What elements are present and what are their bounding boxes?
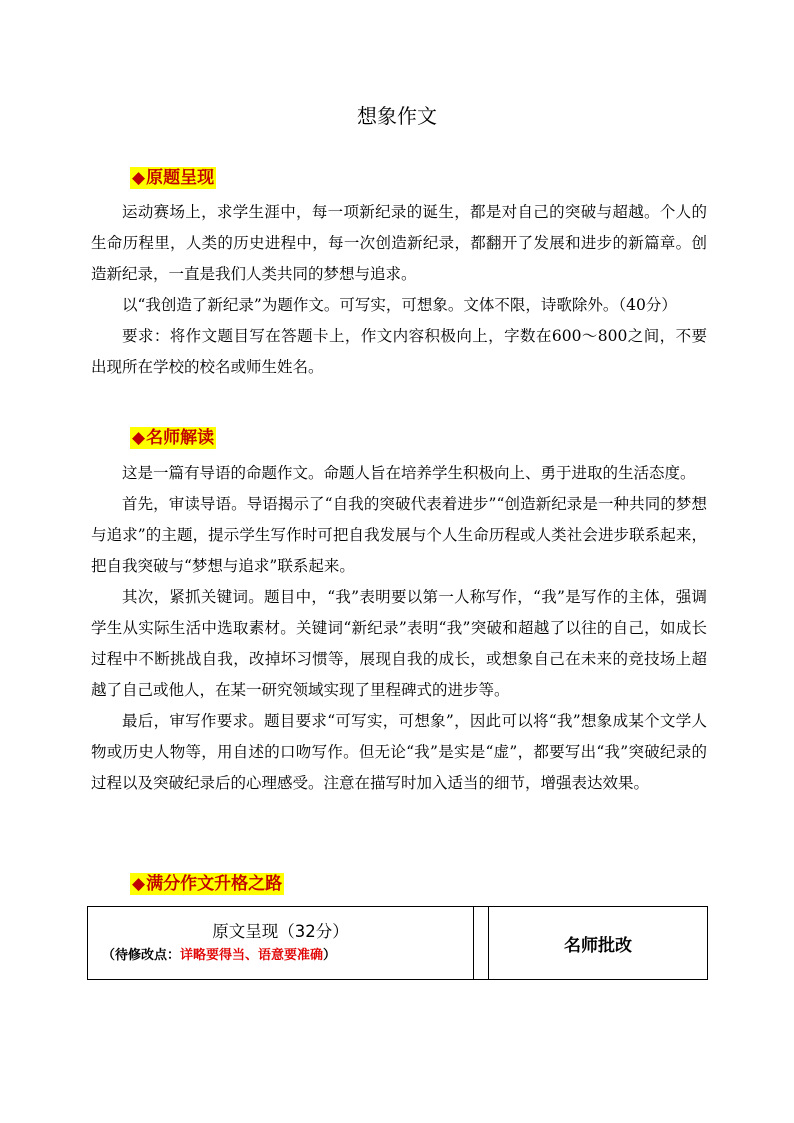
paragraph: 最后，审写作要求。题目要求“可写实，可想象”，因此可以将“我”想象成某个文学人物或历史人物等，用自述的口吻写作。但无论“我”是实是“虚”，都要写出“我”突破纪录的过程以及突破纪录后的心理感受。注意在描写时加入适当的细节，增强表达效果。 bbox=[91, 712, 707, 792]
section-heading-label: 满分作文升格之路 bbox=[146, 874, 283, 894]
paragraph: 运动赛场上，求学生涯中，每一项新纪录的诞生，都是对自己的突破与超越。个人的生命历程里，人类的历史进程中，每一次创造新纪录，都翻开了发展和进步的新篇章。创造新纪录，一直是我们人类共同的梦想与追求。 bbox=[91, 203, 707, 283]
original-cell-title: 原文呈现（32分） bbox=[212, 922, 349, 941]
teacher-text bbox=[91, 458, 707, 799]
section-heading-label: 原题呈现 bbox=[146, 168, 215, 188]
paragraph: 以“我创造了新纪录”为题作文。可写实，可想象。文体不限，诗歌除外。（40分） bbox=[122, 296, 677, 314]
paragraph: 其次，紧抓关键词。题目中，“我”表明要以第一人称写作，“我”是写作的主体，强调学生从实际生活中选取素材。关键词“新纪录”表明“我”突破和超越了以往的自己，如成长过程中不断挑战自我，改掉坏习惯等，展现自我的成长，或想象自己在未来的竞技场上超越了自己或他人，在某一研究领域实现了里程碑式的进步等。 bbox=[91, 588, 707, 699]
page-title: 想象作文 bbox=[357, 104, 437, 128]
section-heading-fullscore bbox=[130, 873, 284, 895]
original-text bbox=[91, 197, 707, 383]
paragraph: 这是一篇有导语的命题作文。命题人旨在培养学生积极向上、勇于进取的生活态度。 bbox=[122, 464, 696, 482]
original-cell bbox=[88, 907, 474, 980]
teacher-comment-cell: 名师批改 bbox=[489, 907, 708, 980]
diamond-icon: ◆ bbox=[132, 428, 146, 448]
revision-note: （待修改点：详略要得当、语意要准确） bbox=[102, 948, 337, 963]
paragraph: 要求：将作文题目写在答题卡上，作文内容积极向上，字数在600～800之间，不要出现所在学校的校名或师生姓名。 bbox=[91, 327, 707, 376]
diamond-icon: ◆ bbox=[132, 168, 146, 188]
section-heading-teacher bbox=[130, 427, 216, 449]
table-divider bbox=[474, 907, 489, 980]
revision-points: 详略要得当、语意要准确 bbox=[180, 948, 324, 963]
section-heading-label: 名师解读 bbox=[146, 428, 215, 448]
diamond-icon: ◆ bbox=[132, 874, 146, 894]
section-heading-original bbox=[130, 167, 216, 189]
paragraph: 首先，审读导语。导语揭示了“自我的突破代表着进步”“创造新纪录是一种共同的梦想与追求”的主题，提示学生写作时可把自我发展与个人生命历程或人类社会进步联系起来，把自我突破与“梦想与追求”联系起来。 bbox=[91, 495, 707, 575]
grading-table bbox=[87, 906, 708, 980]
